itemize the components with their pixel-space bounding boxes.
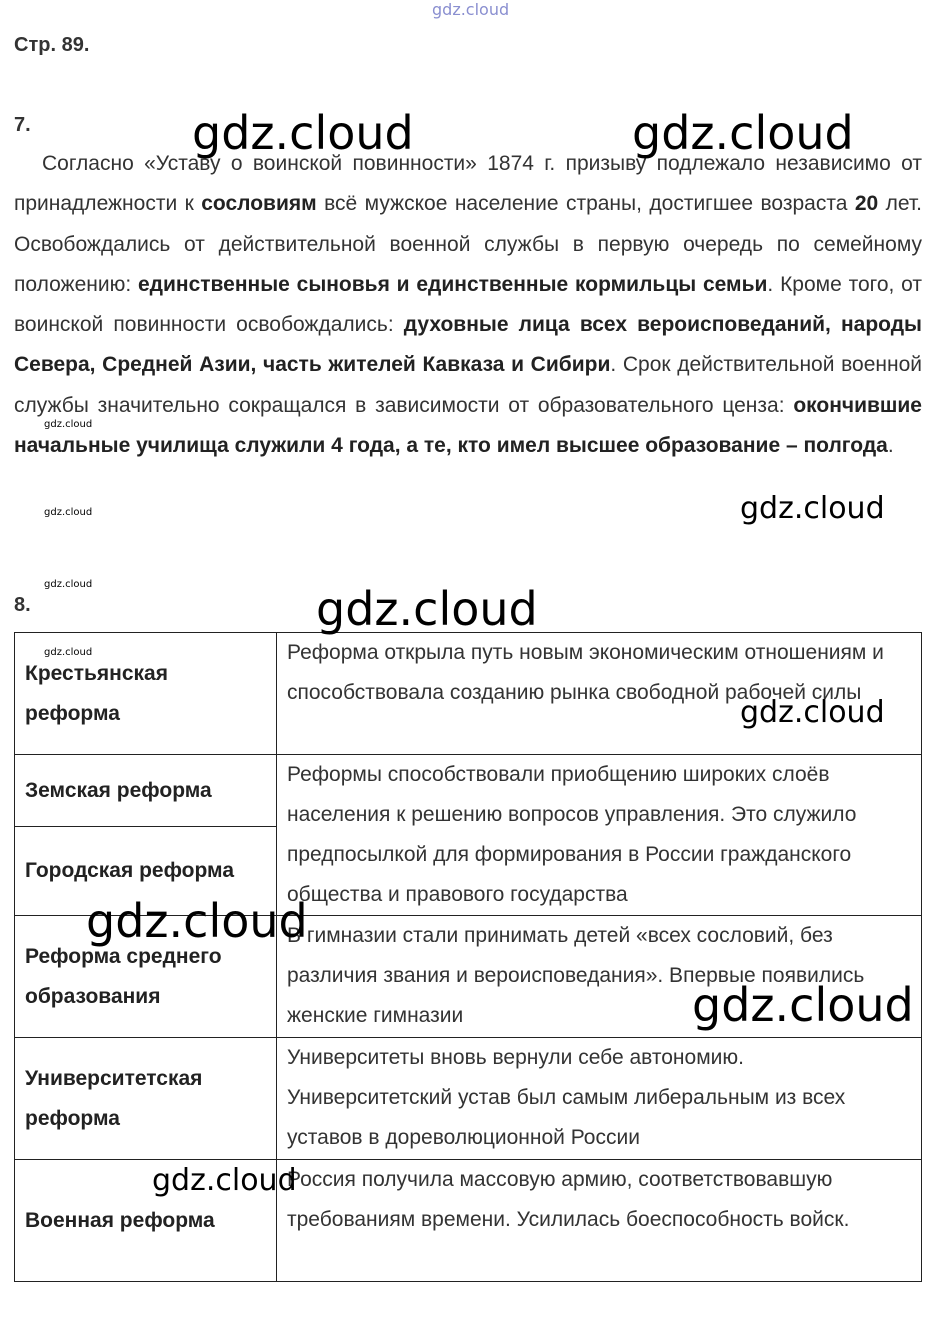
- reform-description: Россия получила массовую армию, соответствовавшую требованиям времени. Усилилась боеспособность войск.: [277, 1160, 922, 1282]
- watermark: gdz.cloud: [44, 647, 93, 658]
- watermark: gdz.cloud: [152, 1163, 297, 1198]
- reform-name: Реформа среднего образования: [15, 916, 277, 1038]
- watermark: gdz.cloud: [44, 507, 93, 518]
- reform-name: Военная реформа: [15, 1160, 277, 1282]
- text-run: .: [887, 434, 894, 458]
- watermark: gdz.cloud: [44, 419, 93, 430]
- page-label: Стр. 89.: [14, 34, 90, 56]
- watermark: gdz.cloud: [192, 106, 414, 160]
- watermark: gdz.cloud: [316, 582, 538, 636]
- reform-name: Городская реформа: [15, 827, 277, 916]
- bold-text: сословиям: [201, 192, 317, 216]
- reform-name: Крестьянская реформа: [15, 633, 277, 755]
- table-row: [15, 1160, 922, 1282]
- bold-text: единственные сыновья и единственные кормильцы семьи: [137, 272, 768, 296]
- watermark: gdz.cloud: [692, 978, 914, 1032]
- text-run: . Кроме того, от воинской повинности освобождались:: [14, 272, 922, 337]
- text-run: лет. Освобождались от действительной военной службы в первую очередь по семейному положению:: [14, 192, 922, 296]
- task-7-number: 7.: [14, 114, 31, 136]
- bold-text: окончившие начальные училища служили 4 года, а те, кто имел высшее образование – полгода: [14, 393, 922, 458]
- reform-name: Земская реформа: [15, 755, 277, 827]
- bold-text: духовные лица всех вероисповеданий, народы Севера, Средней Азии, часть жителей Кавказа и Сибири: [14, 313, 922, 377]
- reform-description: Реформа открыла путь новым экономическим отношениям и способствовала созданию рынка свободной рабочей силы: [277, 633, 922, 755]
- text-run: . Срок действительной военной службы значительно сокращался в зависимости от образовательного ценза:: [14, 353, 922, 417]
- watermark: gdz.cloud: [740, 491, 885, 526]
- text-run: Согласно «Уставу о воинской повинности» 1874 г. призыву подлежало независимо от принадлежности к: [14, 152, 922, 216]
- watermark: gdz.cloud: [632, 106, 854, 160]
- watermark: gdz.cloud: [740, 695, 885, 730]
- watermark-top: gdz.cloud: [432, 0, 510, 19]
- watermark: gdz.cloud: [86, 894, 308, 948]
- table-row: [15, 1038, 922, 1160]
- reform-description: Университеты вновь вернули себе автономию. Университетский устав был самым либеральным из всех уставов в дореволюционной России: [277, 1038, 922, 1160]
- reform-name: Университетская реформа: [15, 1038, 277, 1160]
- reform-description: В гимназии стали принимать детей «всех сословий, без различия звания и вероисповедания». Впервые появились женские гимназии: [277, 916, 922, 1038]
- table-row: [15, 633, 922, 755]
- watermark: gdz.cloud: [44, 579, 93, 590]
- reform-description: Реформы способствовали приобщению широких слоёв населения к решению вопросов управления. Это служило предпосылкой для формирования в России гражданского общества и правового государства: [277, 755, 922, 916]
- text-run: всё мужское население страны, достигшее возраста: [316, 192, 855, 216]
- task-7-paragraph: [14, 144, 922, 466]
- task-8-number: 8.: [14, 594, 31, 616]
- table-row: [15, 755, 922, 827]
- bold-text: 20: [854, 192, 879, 216]
